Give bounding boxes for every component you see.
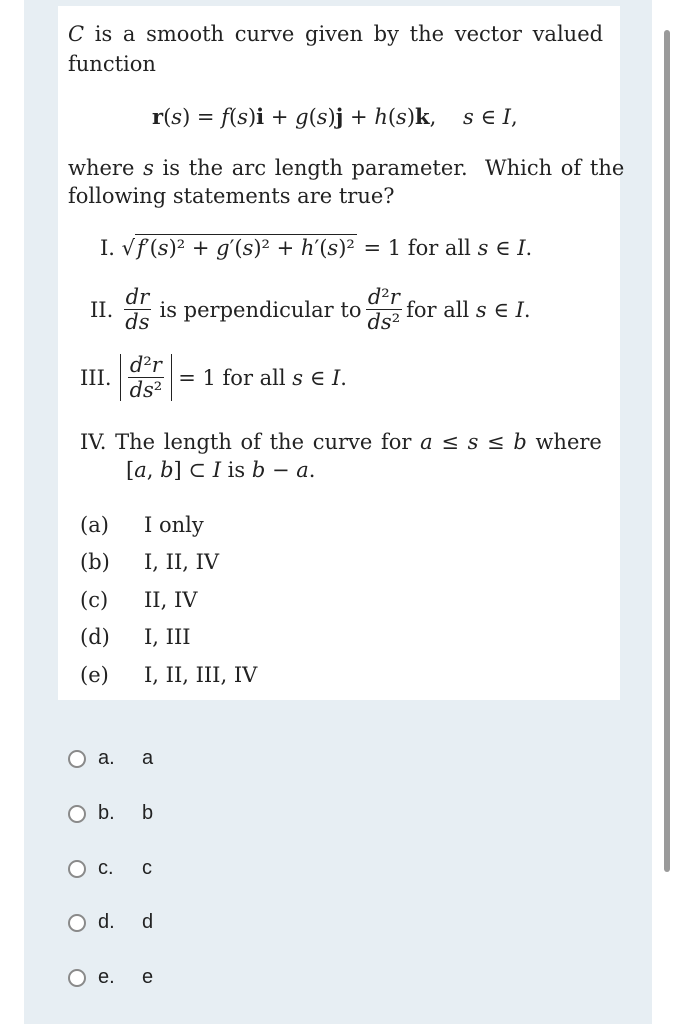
question-prompt-line2: following statements are true? — [68, 184, 395, 208]
choice-d — [80, 625, 191, 649]
radio-button[interactable] — [68, 969, 86, 987]
statement-3-label: III. — [80, 365, 112, 390]
choice-text: I, II, III, IV — [144, 663, 258, 687]
answer-option-c[interactable] — [68, 857, 152, 880]
choice-label: (c) — [80, 588, 109, 612]
answer-option-d[interactable] — [68, 911, 153, 934]
choice-label: (e) — [80, 663, 109, 687]
vector-equation: r(s) = f(s)i + g(s)j + h(s)k, s ∈ I, — [152, 104, 518, 129]
radio-button[interactable] — [68, 860, 86, 878]
choice-b — [80, 550, 219, 574]
choice-text: I only — [144, 513, 204, 537]
question-prompt-line1: where s is the arc length parameter. Which of the — [68, 156, 625, 180]
option-letter: d. — [98, 911, 115, 933]
option-value: c — [142, 857, 152, 879]
choice-text: II, IV — [144, 588, 198, 612]
statement-1: I. √f′(s)² + g′(s)² + h′(s)² = 1 for all s ∈ I. — [100, 236, 533, 260]
choice-c — [80, 588, 197, 612]
radio-button[interactable] — [68, 914, 86, 932]
option-value: a — [142, 747, 154, 769]
radio-button[interactable] — [68, 750, 86, 768]
statement-3: III. $\frac{\text{d²r}}{\text{ds²}}$ = 1 for all s ∈ I. — [80, 353, 347, 403]
statement-4-line1: IV. The length of the curve for a ≤ s ≤ b where — [80, 430, 602, 454]
question-intro-line1: C is a smooth curve given by the vector valued — [68, 22, 604, 46]
answer-option-e[interactable] — [68, 966, 153, 989]
answer-option-b[interactable] — [68, 802, 153, 825]
answer-option-a[interactable] — [68, 747, 153, 770]
option-letter: b. — [98, 802, 115, 824]
option-value: e — [142, 966, 154, 988]
choice-label: (d) — [80, 625, 110, 649]
statement-1-label: I. — [100, 236, 115, 260]
choice-label: (a) — [80, 513, 109, 537]
choice-text: I, II, IV — [144, 550, 220, 574]
option-value: b — [142, 802, 154, 824]
choice-text: I, III — [144, 625, 191, 649]
statement-2-label: II. — [90, 297, 114, 322]
statement-4-label: IV. — [80, 430, 107, 454]
option-letter: a. — [98, 747, 115, 769]
option-letter: e. — [98, 966, 115, 988]
statement-2: II. $\frac{dr}{ds}$ is perpendicular to $\frac{\text{d²r}}{\text{ds²}}$ for all s ∈ I. — [90, 285, 531, 335]
statement-4-line2: [a, b] ⊂ I is b − a. — [126, 458, 316, 482]
scrollbar[interactable] — [664, 30, 670, 872]
choice-a — [80, 513, 204, 537]
option-letter: c. — [98, 857, 114, 879]
radio-button[interactable] — [68, 805, 86, 823]
choice-label: (b) — [80, 550, 110, 574]
choice-e — [80, 663, 257, 687]
option-value: d — [142, 911, 154, 933]
question-intro-line2: function — [68, 52, 156, 76]
